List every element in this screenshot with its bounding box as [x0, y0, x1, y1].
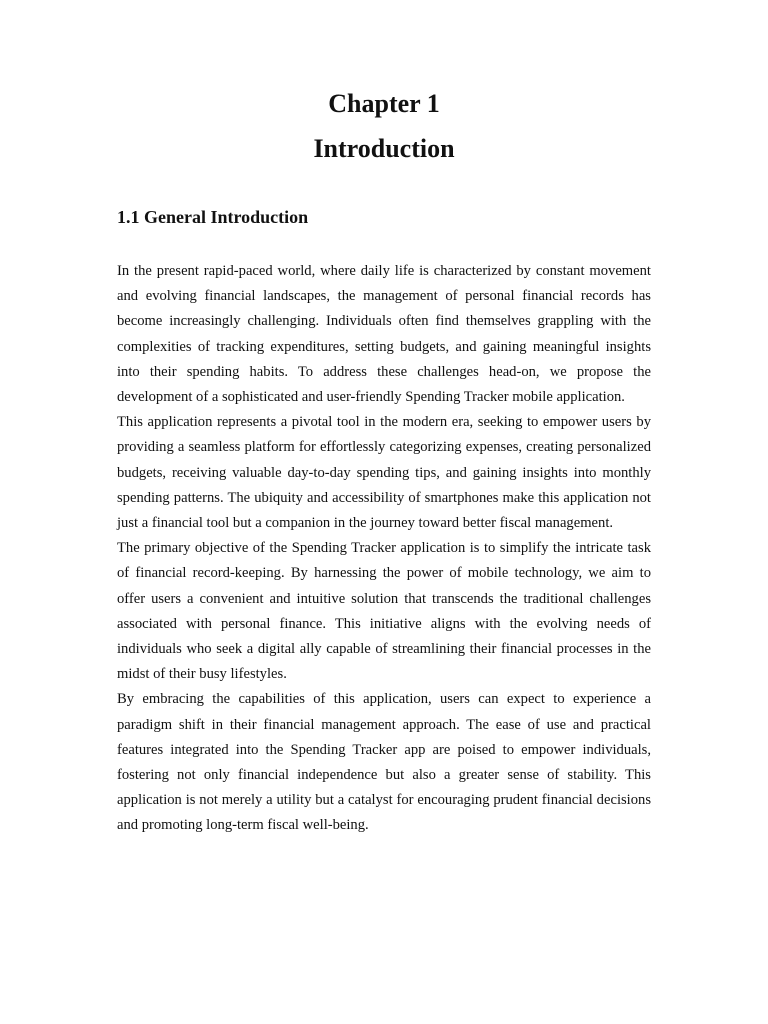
- paragraph: The primary objective of the Spending Tracker application is to simplify the intricate task of financial record-keeping. By harnessing the power of mobile technology, we aim to offer users a convenient and intuitive solution that transcends the traditional challenges associated with personal finance. This initiative aligns with the evolving needs of individuals who seek a digital ally capable of streamlining their financial processes in the midst of their busy lifestyles.: [117, 540, 651, 683]
- chapter-number: Chapter 1: [328, 89, 440, 118]
- paragraph: In the present rapid-paced world, where daily life is characterized by constant movement and evolving financial landscapes, the management of personal financial records has become increasingly challenging. Individuals often find themselves grappling with the complexities of tracking expenditures, setting budgets, and gaining meaningful insights into their spending habits. To address these challenges head-on, we propose the development of a sophisticated and user-friendly Spending Tracker mobile application.: [117, 263, 651, 406]
- paragraph: This application represents a pivotal tool in the modern era, seeking to empower users by providing a seamless platform for effortlessly categorizing expenses, creating personalized budgets, receiving valuable day-to-day spending tips, and gaining insights into monthly spending patterns. The ubiquity and accessibility of smartphones make this application not just a financial tool but a companion in the journey toward better fiscal management.: [117, 414, 651, 532]
- section-body: [117, 259, 651, 839]
- section-heading: 1.1 General Introduction: [117, 207, 309, 227]
- paragraph: By embracing the capabilities of this application, users can expect to experience a paradigm shift in their financial management approach. The ease of use and practical features integrated into the Spending Tracker app are poised to empower individuals, fostering not only financial independence but also a greater sense of stability. This application is not merely a utility but a catalyst for encouraging prudent financial decisions and promoting long-term fiscal well-being.: [117, 691, 651, 834]
- chapter-title: Introduction: [313, 134, 455, 163]
